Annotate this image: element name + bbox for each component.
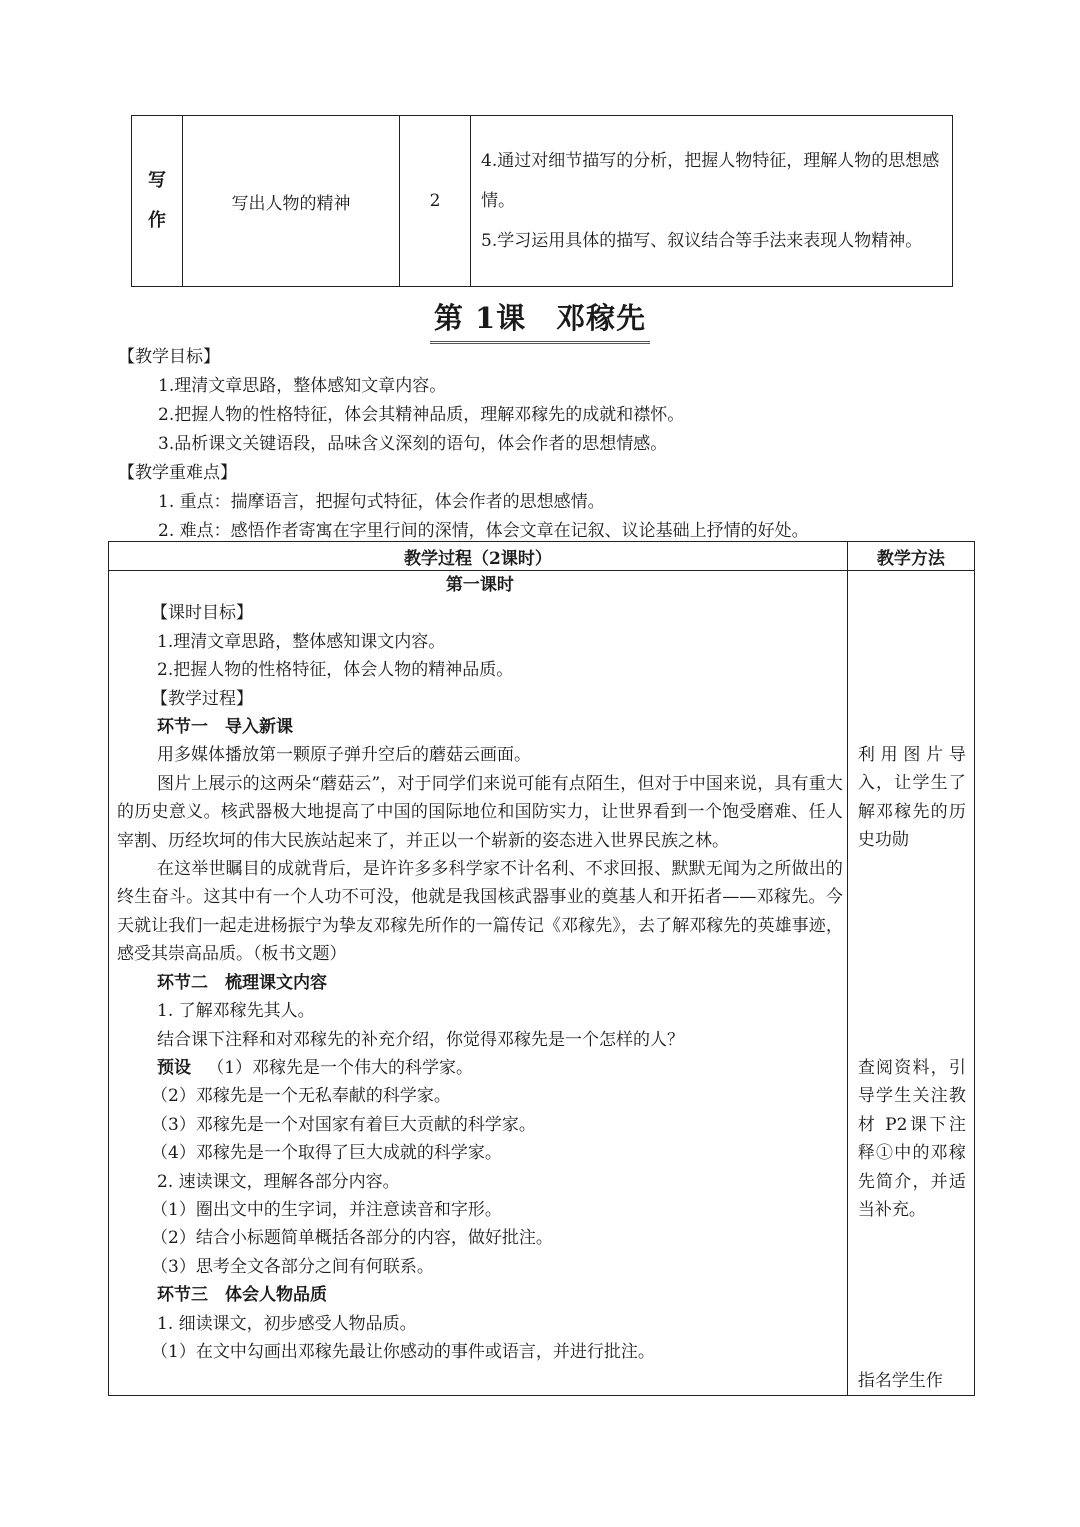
paragraph: 图片上展示的这两朵“蘑菇云”，对于同学们来说可能有点陌生，但对于中国来说，具有重大的历史意义。核武器极大地提高了中国的国际地位和国防实力，让世界看到一个饱受磨难、任人宰割、历经坎坷的伟大民族站起来了，并正以一个崭新的姿态进入世界民族之林。: [117, 773, 843, 851]
period-goal-item: 2.把握人物的性格特征，体会人物的精神品质。: [157, 660, 514, 681]
sub-step: 2. 速读课文，理解各部分内容。: [157, 1171, 400, 1192]
category-char: 写: [148, 170, 166, 191]
goal-item: 4.通过对细节描写的分析，把握人物特征，理解人物的思想感情。: [481, 151, 940, 211]
teaching-process-table: [108, 541, 975, 1396]
paragraph: 在这举世瞩目的成就背后，是许许多多科学家不计名利、不求回报、默默无闻为之所做出的终生奋斗。这其中有一个人功不可没，他就是我国核武器事业的奠基人和开拓者——邓稼先。今天就让我们一起走进杨振宁为挚友邓稼先所作的一篇传记《邓稼先》，去了解邓稼先的英雄事迹，感受其崇高品质。（板书文题）: [117, 859, 843, 965]
objectives-heading: 【教学目标】: [118, 347, 220, 367]
sub-step: 1. 细读课文，初步感受人物品质。: [157, 1313, 417, 1334]
hours-cell: 2: [400, 116, 471, 287]
process-header: 教学过程（2课时）: [109, 542, 848, 571]
question: 结合课下注释和对邓稼先的补充介绍，你觉得邓稼先是一个怎样的人？: [157, 1029, 684, 1050]
process-cell: [109, 571, 848, 1396]
method-cell: [847, 571, 974, 1396]
preset-label: 预设: [157, 1057, 191, 1078]
step-title: 环节一 导入新课: [157, 717, 293, 738]
table-header-row: [109, 542, 975, 571]
method-note: 利用图片导入，让学生了解邓稼先的历史功勋: [857, 745, 966, 851]
table-row: [109, 571, 975, 1396]
paragraph: 用多媒体播放第一颗原子弹升空后的蘑菇云画面。: [157, 745, 531, 766]
goal-item: 5.学习运用具体的描写、叙议结合等手法来表现人物精神。: [481, 231, 923, 251]
period-title: 第一课时: [445, 575, 514, 595]
process-heading: 【教学过程】: [151, 688, 253, 709]
task-item: （2）结合小标题简单概括各部分的内容，做好批注。: [151, 1228, 553, 1249]
objective-item: 1.理清文章思路，整体感知文章内容。: [158, 376, 447, 396]
task-item: （1）在文中勾画出邓稼先最让你感动的事件或语言，并进行批注。: [151, 1341, 655, 1362]
unit-name-cell: 写出人物的精神: [183, 116, 400, 287]
objective-item: 3.品析课文关键语段，品味含义深刻的语句，体会作者的思想情感。: [158, 434, 668, 454]
task-item: （3）思考全文各部分之间有何联系。: [151, 1256, 434, 1277]
method-note: 指名学生作: [857, 1371, 943, 1391]
preset-line: [117, 1054, 843, 1082]
sub-step: 1. 了解邓稼先其人。: [157, 1001, 315, 1022]
category-char: 作: [148, 210, 166, 231]
method-note: 查阅资料，引导学生关注教材 P2课下注释①中的邓稼先简介，并适当补充。: [857, 1058, 966, 1221]
preset-item: （4）邓稼先是一个取得了巨大成就的科学家。: [151, 1143, 502, 1164]
table-row: [132, 116, 953, 287]
task-item: （1）圈出文中的生字词，并注意读音和字形。: [151, 1199, 502, 1220]
objective-item: 2.把握人物的性格特征，体会其精神品质，理解邓稼先的成就和襟怀。: [158, 405, 685, 425]
category-cell: [132, 116, 183, 287]
step-title: 环节二 梳理课文内容: [157, 972, 327, 993]
preset-item: （1）邓稼先是一个伟大的科学家。: [207, 1057, 474, 1078]
key-point-item: 2. 难点：感悟作者寄寓在字里行间的深情，体会文章在记叙、议论基础上抒情的好处。: [158, 521, 809, 541]
method-header: 教学方法: [847, 542, 974, 571]
preset-item: （2）邓稼先是一个无私奉献的科学家。: [151, 1086, 451, 1107]
step-title: 环节三 体会人物品质: [157, 1285, 327, 1306]
period-goal-heading: 【课时目标】: [151, 603, 253, 624]
lesson-title-text: 第 1课 邓稼先: [430, 296, 650, 344]
unit-plan-table: [131, 115, 953, 287]
key-point-item: 1. 重点：揣摩语言，把握句式特征，体会作者的思想感情。: [158, 492, 605, 512]
lesson-title: [0, 296, 1080, 344]
preset-item: （3）邓稼先是一个对国家有着巨大贡献的科学家。: [151, 1114, 536, 1135]
key-points-heading: 【教学重难点】: [118, 463, 237, 483]
goals-cell: [471, 116, 953, 287]
lesson-overview: [118, 343, 978, 546]
period-goal-item: 1.理清文章思路，整体感知课文内容。: [157, 631, 446, 652]
